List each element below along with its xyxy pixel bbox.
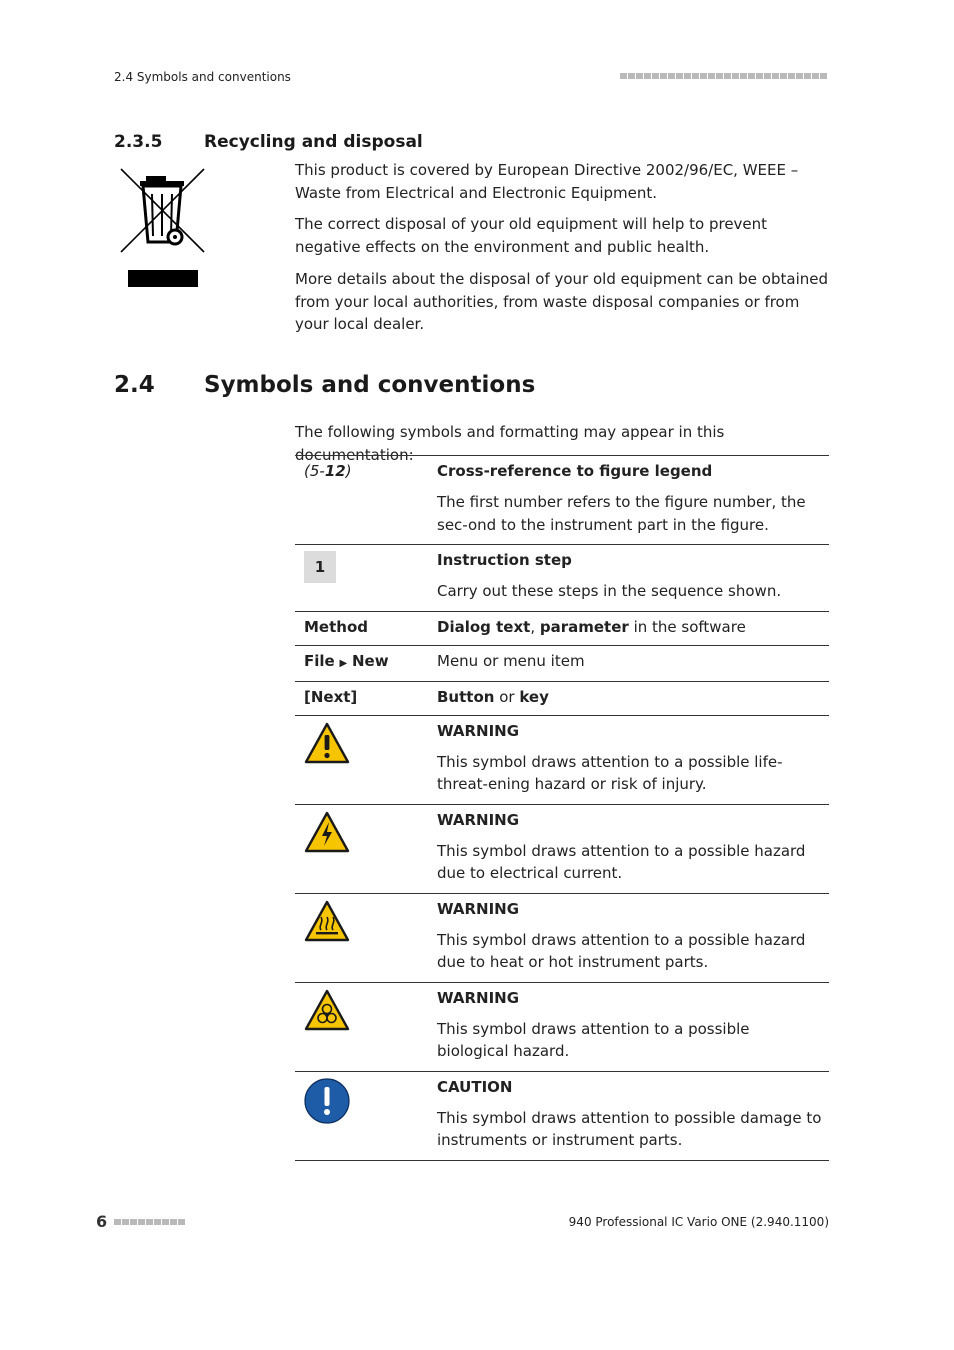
row-description: This symbol draws attention to a possible hazard due to heat or hot instrument parts. [437,930,806,971]
row-description: The first number refers to the figure number, the sec-ond to the instrument part in the figure. [437,493,806,534]
warning-electrical-icon [304,839,350,857]
description-cell [437,645,829,681]
table-row [295,982,829,1071]
description-cell [437,545,829,612]
cross-reference-symbol [304,462,352,480]
description-cell [437,1071,829,1160]
symbols-heading [114,372,535,398]
symbols-heading-number: 2.4 [114,372,155,398]
warning-general-icon [304,750,350,768]
row-title: Instruction step [437,551,572,569]
row-description: This symbol draws attention to a possible hazard due to electrical current. [437,841,806,882]
menu-file-label: File [304,651,335,670]
row-description: Carry out these steps in the sequence shown. [437,582,782,600]
cross-ref-bold: 12 [324,462,346,480]
table-row [295,611,829,645]
menu-new-label: New [351,651,389,670]
header-decoration-dots [620,73,828,79]
caution-icon [304,1110,350,1128]
symbol-cell [295,715,437,804]
row-title: WARNING [437,988,520,1007]
recycling-paragraph-1: This product is covered by European Directive 2002/96/EC, WEEE – Waste from Electrical and Electronic Equipment. [295,161,799,202]
description-cell [437,804,829,893]
row-title: Cross-reference to figure legend [437,462,713,480]
menu-arrow-icon: ▶ [339,657,348,669]
description-cell [437,715,829,804]
footer-product: 940 Professional IC Vario ONE (2.940.1100) [568,1215,829,1229]
table-row [295,545,829,612]
description-cell [437,681,829,715]
button-label: Button [437,687,495,706]
warning-heat-icon [304,928,350,946]
table-row [295,1071,829,1160]
table-row [295,681,829,715]
symbol-cell [295,456,437,545]
symbol-cell [295,804,437,893]
running-header: 2.4 Symbols and conventions [114,70,291,84]
symbol-cell [295,1071,437,1160]
separator: or [494,687,520,706]
description-cell [437,893,829,982]
dialog-text-label: Dialog text [437,617,531,636]
row-description: in the software [628,617,746,636]
description-cell [437,611,829,645]
row-title: WARNING [437,899,520,918]
recycling-heading-title: Recycling and disposal [204,132,423,152]
row-title: WARNING [437,810,520,829]
weee-crossed-bin-icon [118,166,208,294]
symbol-cell [295,545,437,612]
recycling-heading-number: 2.3.5 [114,132,163,152]
footer-decoration-dots [114,1219,186,1225]
conventions-table [295,455,829,1161]
row-description: This symbol draws attention to a possible life-threat-ening hazard or risk of injury. [437,752,783,793]
description-cell [437,456,829,545]
row-description: This symbol draws attention to possible damage to instruments or instrument parts. [437,1108,822,1149]
recycling-heading [114,132,423,152]
symbol-cell [295,893,437,982]
row-title: WARNING [437,721,520,740]
recycling-paragraph-3: More details about the disposal of your old equipment can be obtained from your local authorities, from waste disposal companies or from your local dealer. [295,270,828,333]
row-description: This symbol draws attention to a possible biological hazard. [437,1019,750,1060]
cross-ref-suffix: ) [345,462,352,480]
page-number: 6 [96,1212,108,1231]
parameter-label: parameter [539,617,629,636]
table-row [295,456,829,545]
separator: , [530,617,540,636]
symbol-cell [295,645,437,681]
instruction-step-box: 1 [304,551,336,583]
row-title: CAUTION [437,1077,513,1096]
symbol-cell [295,681,437,715]
cross-ref-prefix: (5- [304,462,325,480]
symbols-heading-title: Symbols and conventions [204,372,536,398]
symbol-cell [295,611,437,645]
method-symbol: Method [304,617,368,636]
symbols-intro: The following symbols and formatting may appear in this documentation: [295,423,725,464]
table-row [295,804,829,893]
row-description: Menu or menu item [437,651,585,670]
description-cell [437,982,829,1071]
warning-biohazard-icon [304,1017,350,1035]
button-symbol: [Next] [304,687,358,706]
symbol-cell [295,982,437,1071]
table-row [295,893,829,982]
table-row [295,715,829,804]
recycling-paragraph-2: The correct disposal of your old equipment will help to prevent negative effects on the environment and public health. [295,215,768,256]
key-label: key [519,687,549,706]
table-row [295,645,829,681]
